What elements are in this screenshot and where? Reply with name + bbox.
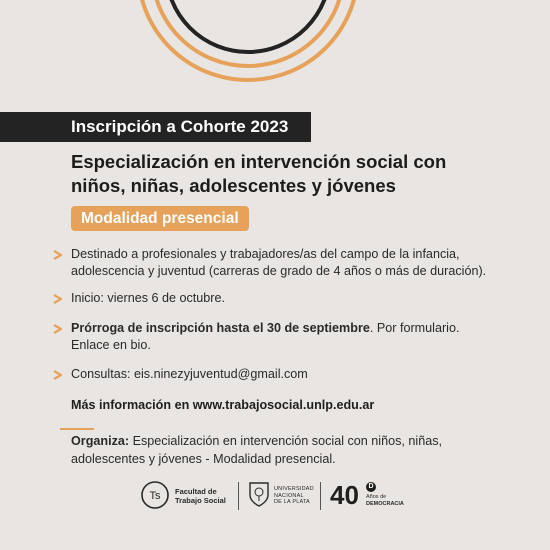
fts-logo-text: Ts: [149, 490, 161, 502]
footer-separator: [320, 482, 321, 510]
title-line-1: Especialización en intervención social con: [71, 151, 447, 172]
forty-sub-2: DEMOCRACIA: [366, 500, 404, 507]
unlp-line-3: DE LA PLATA: [274, 499, 310, 505]
page-title: [71, 150, 511, 198]
more-info-link: Más información en www.trabajosocial.unlp.edu.ar: [71, 398, 375, 412]
divider: [60, 428, 94, 430]
unlp-line-1: UNIVERSIDAD: [274, 486, 314, 492]
cohort-banner: Inscripción a Cohorte 2023: [0, 112, 311, 142]
fts-line-2: Trabajo Social: [175, 496, 226, 505]
consultas-text: Consultas: eis.ninezyjuventud@gmail.com: [71, 367, 308, 381]
forty-years-number: 40: [330, 480, 359, 510]
forty-sub-1: Años de: [366, 494, 387, 500]
organiza-label: Organiza:: [71, 434, 130, 448]
organiza-line-1: Especialización en intervención social con niños, niñas,: [129, 434, 443, 448]
inicio-text: Inicio: viernes 6 de octubre.: [71, 291, 226, 305]
prorroga-rest: . Por formulario.: [369, 321, 460, 335]
forty-d-badge: D: [366, 482, 376, 492]
organiza-line-2: adolescentes y jóvenes - Modalidad presencial.: [71, 452, 336, 466]
ring-decoration: [0, 0, 550, 130]
destinado-line-1: Destinado a profesionales y trabajadores/as del campo de la infancia,: [71, 247, 460, 261]
trabajo-social-logo: [140, 480, 170, 510]
destinado-line-2: adolescencia y juventud (carreras de grado de 4 años o más de duración).: [71, 264, 487, 278]
forty-years-label: [366, 494, 416, 507]
chevron-right-icon: [52, 294, 64, 304]
chevron-right-icon: [52, 324, 64, 334]
modality-badge: Modalidad presencial: [71, 206, 249, 231]
footer-separator: [238, 482, 239, 510]
prorroga-bold: Prórroga de inscripción hasta el 30 de septiembre: [71, 321, 370, 335]
unlp-seal-icon: [247, 480, 271, 508]
chevron-right-icon: [52, 250, 64, 260]
prorroga-line-2: Enlace en bio.: [71, 338, 151, 352]
chevron-right-icon: [52, 370, 64, 380]
fts-line-1: Facultad de: [175, 487, 217, 496]
footer-logos: [0, 478, 550, 518]
unlp-name: [274, 486, 319, 506]
fts-name: [175, 487, 235, 505]
unlp-line-2: NACIONAL: [274, 492, 304, 499]
organiza-block: [71, 432, 491, 468]
title-line-2: niños, niñas, adolescentes y jóvenes: [71, 175, 396, 196]
